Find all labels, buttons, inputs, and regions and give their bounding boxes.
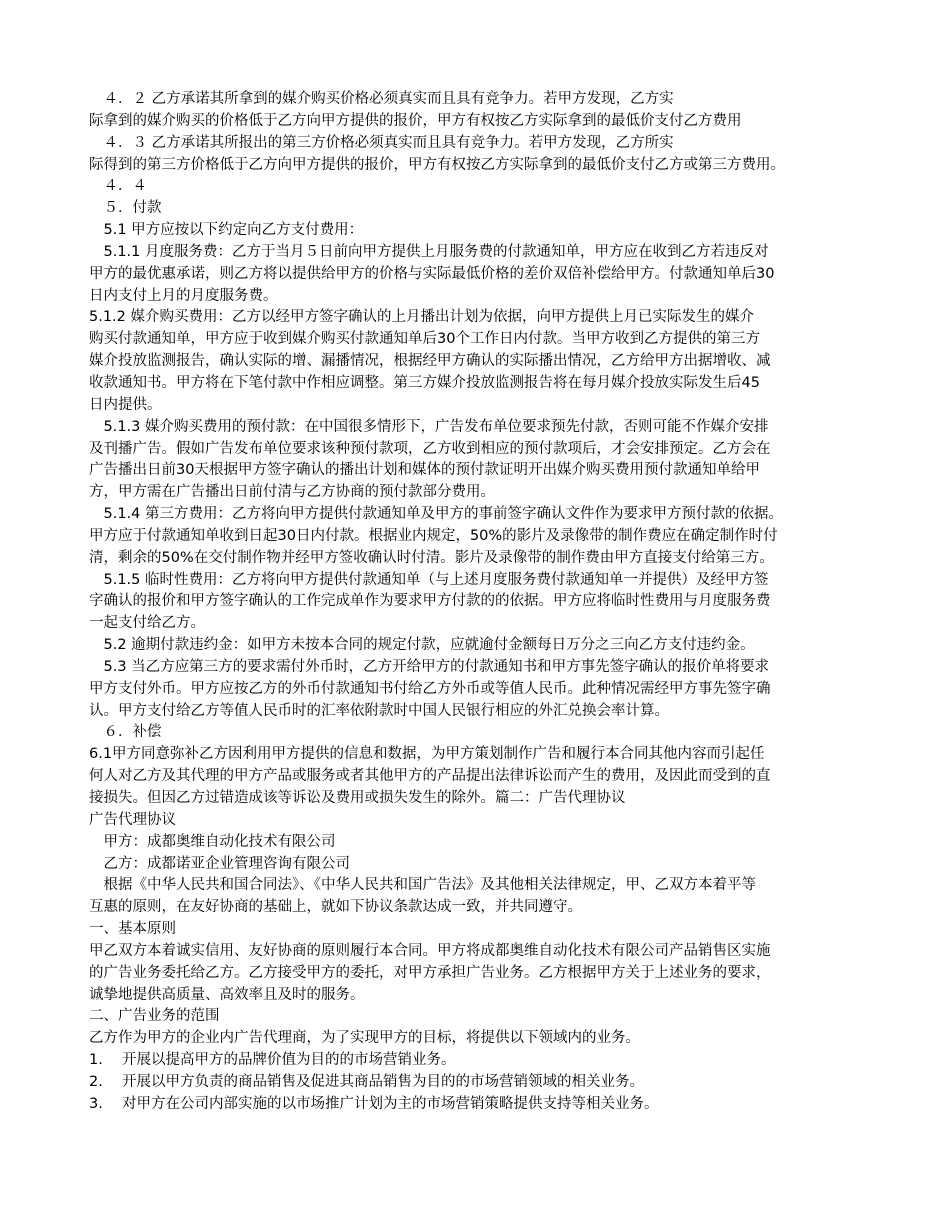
text-line: 6.1甲方同意弥补乙方因利用甲方提供的信息和数据，为甲方策划制作广告和履行本合同其他内容而引起任 [89,746,765,763]
text-line: 清，剩余的50%在交付制作物并经甲方签收确认时付清。影片及录像带的制作费由甲方直接支付给第三方。 [89,549,774,566]
text-line: 际拿到的媒介购买的价格低于乙方向甲方提供的报价，甲方有权按乙方实际拿到的最低价支付乙方费用 [89,112,742,129]
text-line: 一、基本原则 [89,921,176,938]
text-line: 收款通知书。甲方将在下笔付款中作相应调整。第三方媒介投放监测报告将在每月媒介投放实际发生后45 [89,374,760,391]
text-line: 5.1.1 月度服务费：乙方于当月５日前向甲方提供上月服务费的付款通知单，甲方应在收到乙方若违反对 [89,243,769,260]
text-line: 接损失。但因乙方过错造成该等诉讼及费用或损失发生的除外。篇二：广告代理协议 [89,790,626,806]
text-line: ４．４ [89,178,147,195]
text-line: 购买付款通知单，甲方应于收到媒介购买付款通知单后30个工作日内付款。当甲方收到乙方提供的第三方 [89,331,760,348]
text-line: 5.3 当乙方应第三方的要求需付外币时，乙方开给甲方的付款通知书和甲方事先签字确认的报价单将要求 [89,658,770,675]
text-line: 诚挚地提供高质量、高效率且及时的服务。 [89,986,365,1003]
text-line: 5.1.3 媒介购买费用的预付款：在中国很多情形下，广告发布单位要求预先付款，否则可能不作媒介安排 [89,418,769,435]
text-line: 根据《中华人民共和国合同法》、《中华人民共和国广告法》及其他相关法律规定，甲、乙双方本着平等 [89,877,756,894]
text-line: 甲方应于付款通知单收到日起30日内付款。根据业内规定，50%的影片及录像带的制作费应在确定制作时付 [89,527,778,544]
text-line: 日内支付上月的月度服务费。 [89,287,278,304]
text-line: 5.1 甲方应按以下约定向乙方支付费用： [89,222,364,239]
text-line: 5.1.2 媒介购买费用：乙方以经甲方签字确认的上月播出计划为依据，向甲方提供上月已实际发生的媒介 [89,309,754,326]
text-line: 广告播出日前30天根据甲方签字确认的播出计划和媒体的预付款证明开出媒介购买费用预付款通知单给甲 [89,462,760,479]
text-line: 日内提供。 [89,396,162,413]
text-line: ６．补偿 [89,724,162,741]
text-line: 乙方：成都诺亚企业管理咨询有限公司 [89,855,350,872]
text-line: 字确认的报价和甲方签字确认的工作完成单作为要求甲方付款的的依据。甲方应将临时性费用与月度服务费 [89,593,771,610]
text-line: 际得到的第三方价格低于乙方向甲方提供的报价，甲方有权按乙方实际拿到的最低价支付乙方或第三方费用。 [89,156,785,173]
text-line: ４．２ 乙方承诺其所拿到的媒介购买价格必须真实而且具有竞争力。若甲方发现，乙方实 [89,91,674,107]
text-line: 5.2 逾期付款违约金：如甲方未按本合同的规定付款，应就逾付金额每日万分之三向乙方支付违约金。 [89,637,755,654]
text-line: 3. 对甲方在公司内部实施的以市场推广计划为主的市场营销策略提供支持等相关业务。 [89,1095,659,1112]
text-line: 2. 开展以甲方负责的商品销售及促进其商品销售为目的的市场营销领域的相关业务。 [89,1073,644,1090]
text-line: 二、广告业务的范围 [89,1008,220,1025]
text-line: 方，甲方需在广告播出日前付清与乙方协商的预付款部分费用。 [89,484,495,501]
text-line: 广告代理协议 [89,811,176,828]
text-line: 5.1.5 临时性费用：乙方将向甲方提供付款通知单（与上述月度服务费付款通知单一并提供）及经甲方签 [89,571,769,588]
text-line: 何人对乙方及其代理的甲方产品或服务或者其他甲方的产品提出法律诉讼而产生的费用，及因此而受到的直 [89,768,771,785]
text-line: 互惠的原则，在友好协商的基础上，就如下协议条款达成一致，并共同遵守。 [89,899,582,916]
text-line: ４．３ 乙方承诺其所报出的第三方价格必须真实而且具有竞争力。若甲方发现，乙方所实 [89,134,674,151]
text-line: 乙方作为甲方的企业内广告代理商，为了实现甲方的目标，将提供以下领域内的业务。 [89,1030,640,1047]
text-line: 认。甲方支付给乙方等值人民币时的汇率依附款时中国人民银行相应的外汇兑换会率计算。 [89,702,669,719]
text-line: ５．付款 [89,200,162,217]
text-line: 媒介投放监测报告，确认实际的增、漏播情况，根据经甲方确认的实际播出情况，乙方给甲方出据增收、减 [89,353,771,370]
text-line: 5.1.4 第三方费用：乙方将向甲方提供付款通知单及甲方的事前签字确认文件作为要求甲方预付款的依据。 [89,506,783,523]
text-line: 甲乙双方本着诚实信用、友好协商的原则履行本合同。甲方将成都奥维自动化技术有限公司产品销售区实施 [89,942,771,959]
text-line: 一起支付给乙方。 [89,615,205,632]
text-line: 甲方的最优惠承诺，则乙方将以提供给甲方的价格与实际最低价格的差价双倍补偿给甲方。付款通知单后30 [89,265,775,282]
text-line: 的广告业务委托给乙方。乙方接受甲方的委托，对甲方承担广告业务。乙方根据甲方关于上述业务的要求， [89,964,771,981]
text-line: 及刊播广告。假如广告发布单位要求该种预付款项，乙方收到相应的预付款项后，才会安排预定。乙方会在 [89,440,771,457]
text-line: 1. 开展以提高甲方的品牌价值为目的的市场营销业务。 [89,1052,456,1069]
text-line: 甲方：成都奥维自动化技术有限公司 [89,833,336,850]
text-line: 甲方支付外币。甲方应按乙方的外币付款通知书付给乙方外币或等值人民币。此种情况需经甲方事先签字确 [89,680,771,697]
